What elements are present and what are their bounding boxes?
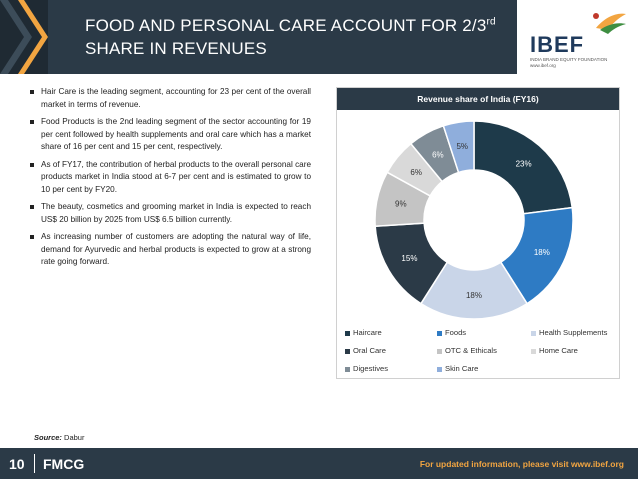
legend-swatch — [437, 367, 442, 372]
legend-item — [345, 328, 382, 337]
logo-tagline: INDIA BRAND EQUITY FOUNDATION — [530, 57, 608, 62]
slice-label: 6% — [432, 150, 444, 160]
slice-label: 15% — [401, 254, 418, 264]
footer-divider — [34, 454, 35, 473]
footer-bar — [0, 448, 638, 479]
legend-label: Skin Care — [445, 364, 479, 373]
legend-label: Health Supplements — [539, 328, 608, 337]
source-note — [34, 433, 84, 442]
slice-label: 5% — [456, 141, 469, 151]
ibef-logo — [526, 8, 634, 70]
legend-label: OTC & Ethicals — [445, 346, 497, 355]
legend-swatch — [437, 331, 442, 336]
title-superscript: rd — [486, 16, 496, 28]
bullet-item: Food Products is the 2nd leading segment of the sector accounting for 19 per cent followed by health supplements and oral care which has a market share of 16 per cent and 15 per cent, respectively. — [29, 116, 311, 154]
footer-link[interactable]: For updated information, please visit www.ibef.org — [419, 459, 624, 469]
legend-swatch — [345, 331, 350, 336]
legend-swatch — [531, 331, 536, 336]
legend-swatch — [345, 349, 350, 354]
logo-text: IBEF — [530, 32, 585, 57]
slice-label: 6% — [410, 168, 422, 178]
legend-swatch — [437, 349, 442, 354]
source-label: Source: — [34, 433, 62, 442]
bullet-item: As increasing number of customers are adopting the natural way of life, demand for Ayurvedic and herbal products is expected to grow at a strong rate going forward. — [29, 231, 311, 269]
header-stripe — [0, 0, 48, 74]
chart-panel — [336, 87, 620, 379]
legend-swatch — [345, 367, 350, 372]
title-line-1: FOOD AND PERSONAL CARE ACCOUNT FOR 2/3 — [85, 16, 487, 35]
source-text: Dabur — [64, 433, 85, 442]
slice-label: 18% — [465, 291, 483, 300]
diagonal-stripe-icon — [0, 0, 48, 74]
bullet-item: As of FY17, the contribution of herbal products to the overall personal care products market in India stood at 6-7 per cent and is estimated to grow to 10 per cent by FY20. — [29, 159, 311, 197]
slice-label: 23% — [515, 159, 532, 169]
legend-label: Home Care — [539, 346, 578, 355]
page-title — [85, 14, 505, 60]
legend-item — [437, 328, 466, 337]
donut-chart — [337, 110, 619, 324]
legend-item — [345, 346, 386, 355]
legend-label: Foods — [445, 328, 467, 337]
bullet-item: The beauty, cosmetics and grooming market in India is expected to reach US$ 20 billion by 2025 from US$ 6.5 billion currently. — [29, 201, 311, 226]
header-bar — [0, 0, 638, 74]
legend-label: Digestives — [353, 364, 389, 373]
legend-item — [437, 364, 478, 373]
legend-item — [345, 364, 388, 373]
slice-label: 9% — [395, 199, 407, 209]
bullet-list — [29, 86, 311, 274]
section-name: FMCG — [43, 456, 85, 472]
legend-label: Haircare — [353, 328, 382, 337]
logo-url: www.ibef.org — [530, 63, 556, 68]
legend-item — [531, 346, 578, 355]
bullet-item: Hair Care is the leading segment, accounting for 23 per cent of the overall market in terms of revenue. — [29, 86, 311, 111]
chart-title: Revenue share of India (FY16) — [337, 88, 619, 110]
slice-label: 18% — [533, 247, 550, 257]
title-line-2: SHARE IN REVENUES — [85, 39, 267, 58]
legend-item — [531, 328, 607, 337]
legend-swatch — [531, 349, 536, 354]
legend-label: Oral Care — [353, 346, 386, 355]
page-number: 10 — [9, 456, 25, 472]
legend-item — [437, 346, 497, 355]
